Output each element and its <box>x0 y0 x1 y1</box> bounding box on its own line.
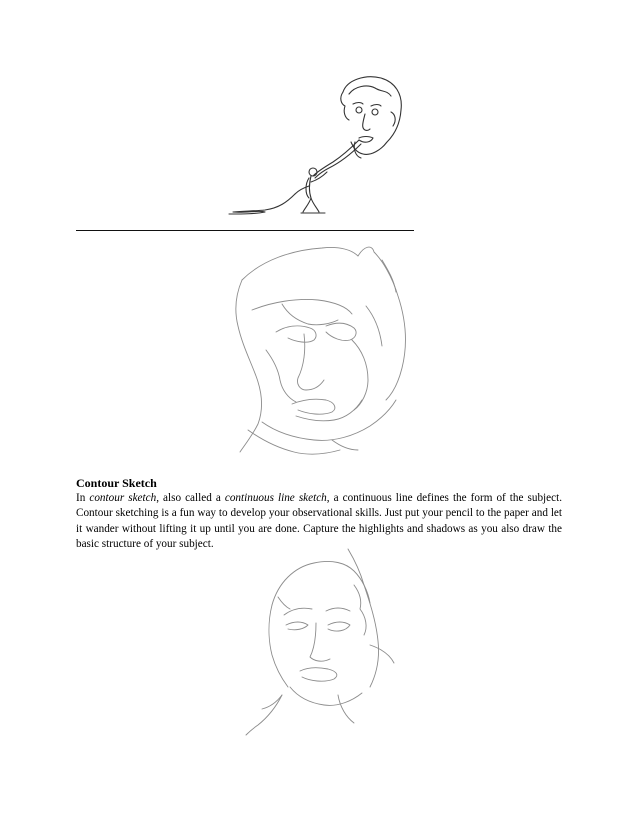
paragraph-text-3: , a continuous line defines the form of the subject. Contour sketching is a fun way to develop your observational skills. Just put your pencil to the paper and let it wander without lifting it up until you are done. Capture the highlights and shadows as you also draw the basic structure of your subject. <box>76 492 562 551</box>
horizontal-rule <box>76 230 414 231</box>
term-contour-sketch: contour sketch <box>89 492 157 504</box>
term-continuous-line-sketch: continuous line sketch <box>224 492 327 504</box>
section-heading: Contour Sketch <box>76 476 157 490</box>
paragraph-text-2: , also called a <box>156 492 225 504</box>
contour-portrait-lower-illustration <box>242 545 412 737</box>
section-paragraph <box>76 491 562 553</box>
contour-sketch-section <box>76 476 562 553</box>
figure-pulling-line-portrait-illustration <box>225 72 425 222</box>
contour-portrait-upper-illustration <box>222 240 418 462</box>
paragraph-text-1: In <box>76 492 90 504</box>
